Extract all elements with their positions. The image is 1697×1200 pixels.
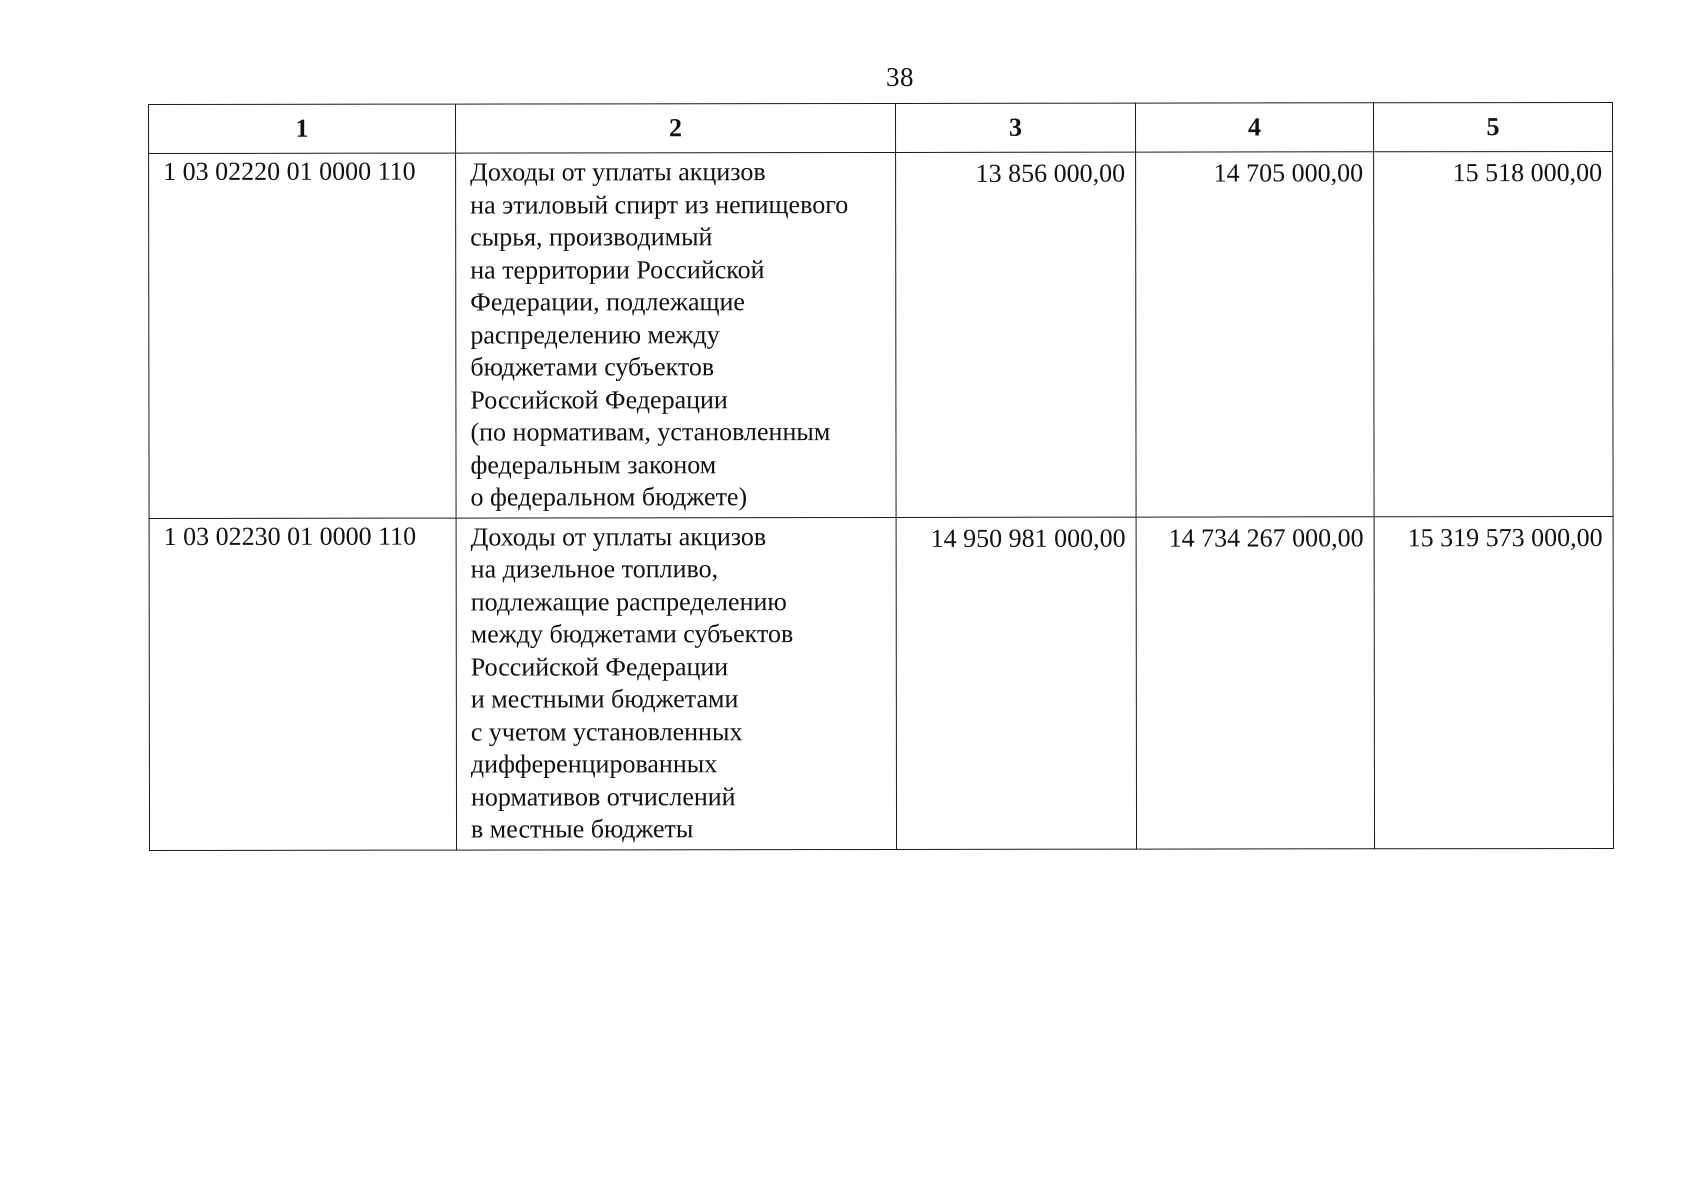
- income-name-cell: [456, 517, 896, 850]
- income-name-line: сырья, производимый: [470, 222, 713, 252]
- column-header-4: 4: [1135, 103, 1373, 152]
- amount-column-3-cell: 14 950 981 000,00: [896, 517, 1136, 849]
- column-header-5: 5: [1373, 102, 1612, 151]
- income-name-line: бюджетами субъектов: [470, 352, 715, 382]
- amount-column-3-cell: 13 856 000,00: [896, 152, 1137, 517]
- income-name-line: дифференцированных: [470, 749, 718, 779]
- income-name-cell: [456, 152, 897, 517]
- income-name-line: в местные бюджеты: [470, 814, 694, 844]
- budget-table: [148, 102, 1614, 851]
- income-name-line: на дизельное топливо,: [470, 554, 719, 584]
- table-header: [149, 102, 1613, 153]
- column-header-1: 1: [149, 104, 456, 153]
- income-name-line: с учетом установленных: [470, 716, 743, 747]
- income-name-line: Доходы от уплаты акцизов: [470, 157, 766, 187]
- income-name-line: федеральным законом: [470, 449, 717, 480]
- income-name-line: на этиловый спирт из непищевого: [470, 189, 849, 220]
- income-name-line: на территории Российской: [470, 254, 765, 285]
- table-row: [149, 516, 1613, 850]
- table-row: [149, 151, 1614, 518]
- amount-column-5-cell: 15 319 573 000,00: [1374, 516, 1613, 848]
- income-name-line: нормативов отчислений: [470, 781, 736, 812]
- income-name-line: Доходы от уплаты акцизов: [470, 521, 767, 552]
- income-code-cell: 1 03 02230 01 0000 110: [149, 518, 456, 850]
- amount-column-4-cell: 14 734 267 000,00: [1136, 516, 1374, 848]
- income-name-line: (по нормативам, установленным: [470, 417, 831, 447]
- income-code-cell: 1 03 02220 01 0000 110: [149, 153, 457, 518]
- income-name-line: Федерации, подлежащие: [470, 287, 745, 317]
- header-row: [149, 102, 1613, 153]
- table-body: [149, 151, 1614, 850]
- income-name-line: о федеральном бюджете): [470, 482, 748, 512]
- column-header-2: 2: [456, 103, 896, 153]
- amount-column-5-cell: 15 518 000,00: [1374, 151, 1614, 516]
- income-name-line: и местными бюджетами: [470, 684, 739, 714]
- income-name-line: между бюджетами субъектов: [470, 619, 794, 649]
- page-number: 38: [886, 62, 914, 92]
- column-header-3: 3: [896, 103, 1136, 152]
- amount-column-4-cell: 14 705 000,00: [1136, 152, 1375, 517]
- income-name-line: распределению между: [470, 319, 720, 350]
- income-name-line: Российской Федерации: [470, 384, 728, 415]
- document-sheet: [148, 102, 1613, 851]
- income-name-line: Российской Федерации: [470, 651, 729, 682]
- income-name-line: подлежащие распределению: [470, 586, 787, 617]
